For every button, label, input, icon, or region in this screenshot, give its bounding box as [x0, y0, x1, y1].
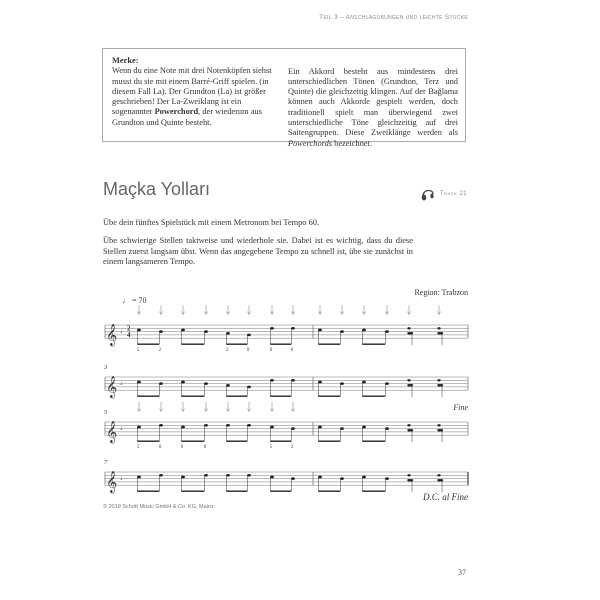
note-head	[362, 329, 366, 332]
note-head	[410, 332, 413, 334]
page-number: 37	[458, 568, 466, 577]
note-head	[247, 474, 251, 477]
note-head	[362, 381, 366, 384]
note-head	[437, 327, 440, 329]
powerchord-term: Powerchord	[154, 107, 199, 117]
treble-clef: 𝄞	[106, 421, 118, 444]
note-head	[181, 381, 185, 384]
note-head	[204, 424, 208, 427]
note-head	[204, 330, 208, 333]
note-head	[137, 329, 141, 332]
note-head	[410, 479, 413, 481]
measure-number: 5	[104, 409, 108, 416]
note-head	[407, 474, 410, 476]
note-head	[318, 329, 322, 332]
practice-paragraph: Übe schwierige Stellen taktweise und wiederhole sie. Dabei ist es wichtig, dass du diese Stellen zuerst langsam übst. Wenn das angegebene Tempo zu schnell ist, übe sie zunächst in einem langsameren Tempo.	[103, 236, 413, 267]
note-head	[159, 474, 163, 477]
note-head	[407, 379, 410, 381]
note-head	[291, 427, 295, 430]
note-head	[204, 382, 208, 385]
note-head	[410, 429, 413, 431]
note-head	[270, 327, 274, 330]
note-head	[318, 426, 322, 429]
note-head	[437, 424, 440, 426]
treble-clef: 𝄞	[106, 376, 118, 399]
merke-right-text: Ein Akkord besteht aus mindestens drei unterschiedlichen Tönen (Grundton, Terz und Quinte) die gleichzeitig klingen. Auf der Bağlama können auch Akkorde gespielt werden, doch traditionell spielt man überwiegend zwei unterschiedliche Töne gleichzeitig auf drei Saitengruppen. Diese Zweiklänge werden als	[288, 66, 458, 138]
fingering-number: 0	[158, 445, 162, 451]
running-header: Teil 3 – Anschlagübungen und leichte Stücke	[319, 14, 468, 21]
note-head	[440, 479, 443, 481]
note-head	[318, 476, 322, 479]
note-head	[437, 474, 440, 476]
fingering-number: 2	[290, 445, 294, 451]
note-head	[340, 382, 344, 385]
copyright: © 2019 Schott Music GmbH & Co. KG, Mainz	[103, 504, 214, 510]
merke-right-text-end: bezeichnet.	[332, 138, 373, 148]
note-head	[247, 386, 251, 389]
note-head	[226, 384, 230, 387]
note-head-mark: ♩	[120, 474, 127, 482]
intro-paragraph: Übe dein fünftes Spielstück mit einem Metronom bei Tempo 60.	[103, 218, 320, 227]
fingering-number: 5	[269, 445, 273, 451]
note-head	[362, 476, 366, 479]
note-head-mark: ♩	[120, 379, 127, 387]
note-head	[181, 329, 185, 332]
note-head-mark: ♩	[120, 424, 127, 432]
note-head	[385, 382, 389, 385]
time-signature: 4	[127, 331, 131, 339]
note-head	[340, 427, 344, 430]
note-head	[137, 476, 141, 479]
note-head	[226, 332, 230, 335]
note-head	[137, 381, 141, 384]
music-system	[105, 305, 468, 353]
music-system	[104, 402, 468, 450]
note-head	[385, 477, 389, 480]
merke-left-text: Wenn du eine Note mit drei Notenköpfen siehst musst du sie mit einem Barré-Griff spielen. (in diesem Fall La). Der Grundton (La) ist größer geschrieben! Der La-Zweiklang ist ein sogenannter	[112, 66, 272, 117]
note-head	[291, 379, 295, 382]
note-head	[440, 429, 443, 431]
note-head	[226, 474, 230, 477]
measure-number: 7	[104, 459, 108, 466]
note-head	[440, 384, 443, 386]
fingering-number: 0	[246, 348, 250, 354]
fingering-number: 5	[136, 445, 140, 451]
time-signature: 2	[127, 324, 131, 333]
region-label: Region: Trabzon	[414, 288, 468, 297]
treble-clef: 𝄞	[106, 324, 118, 347]
note-head	[204, 474, 208, 477]
note-head	[181, 476, 185, 479]
note-head	[407, 424, 410, 426]
note-head	[159, 382, 163, 385]
note-head	[437, 379, 440, 381]
note-head	[340, 477, 344, 480]
note-head	[362, 426, 366, 429]
fingering-number: 3	[225, 348, 229, 354]
piece-title: Maçka Yolları	[103, 179, 211, 199]
note-head	[247, 424, 251, 427]
ending-marking: D.C. al Fine	[423, 492, 468, 503]
merke-left-text-end: , der wiederum aus Grundton und Quinte besteht.	[112, 107, 262, 127]
fingering-number: 0	[290, 348, 294, 354]
note-head	[159, 424, 163, 427]
note-head	[440, 332, 443, 334]
merke-heading: Merke:	[112, 56, 139, 65]
note-head	[291, 327, 295, 330]
fingering-number: 5	[136, 348, 140, 354]
note-head	[226, 424, 230, 427]
note-head	[159, 330, 163, 333]
note-head	[291, 477, 295, 480]
music-system	[103, 364, 468, 412]
tempo-marking: ♩ = 70	[122, 296, 147, 305]
note-head	[340, 330, 344, 333]
note-head-mark: ♩	[120, 327, 127, 335]
note-head	[270, 476, 274, 479]
powerchords-term: Powerchords	[288, 138, 333, 148]
note-head	[385, 330, 389, 333]
note-head	[410, 384, 413, 386]
fingering-number: 0	[269, 348, 273, 354]
ending-marking: Fine	[453, 403, 468, 413]
note-head	[137, 426, 141, 429]
music-system	[104, 459, 468, 502]
fingering-number: 0	[180, 445, 184, 451]
fingering-number: 2	[158, 348, 162, 354]
treble-clef: 𝄞	[106, 471, 118, 494]
note-head	[270, 379, 274, 382]
fingering-number: 0	[203, 445, 207, 451]
note-head	[407, 327, 410, 329]
note-head	[318, 381, 322, 384]
note-head	[181, 426, 185, 429]
note-head	[385, 427, 389, 430]
note-head	[247, 334, 251, 337]
measure-number: 3	[104, 364, 108, 371]
track-label: Track 21	[440, 191, 468, 197]
note-head	[270, 426, 274, 429]
